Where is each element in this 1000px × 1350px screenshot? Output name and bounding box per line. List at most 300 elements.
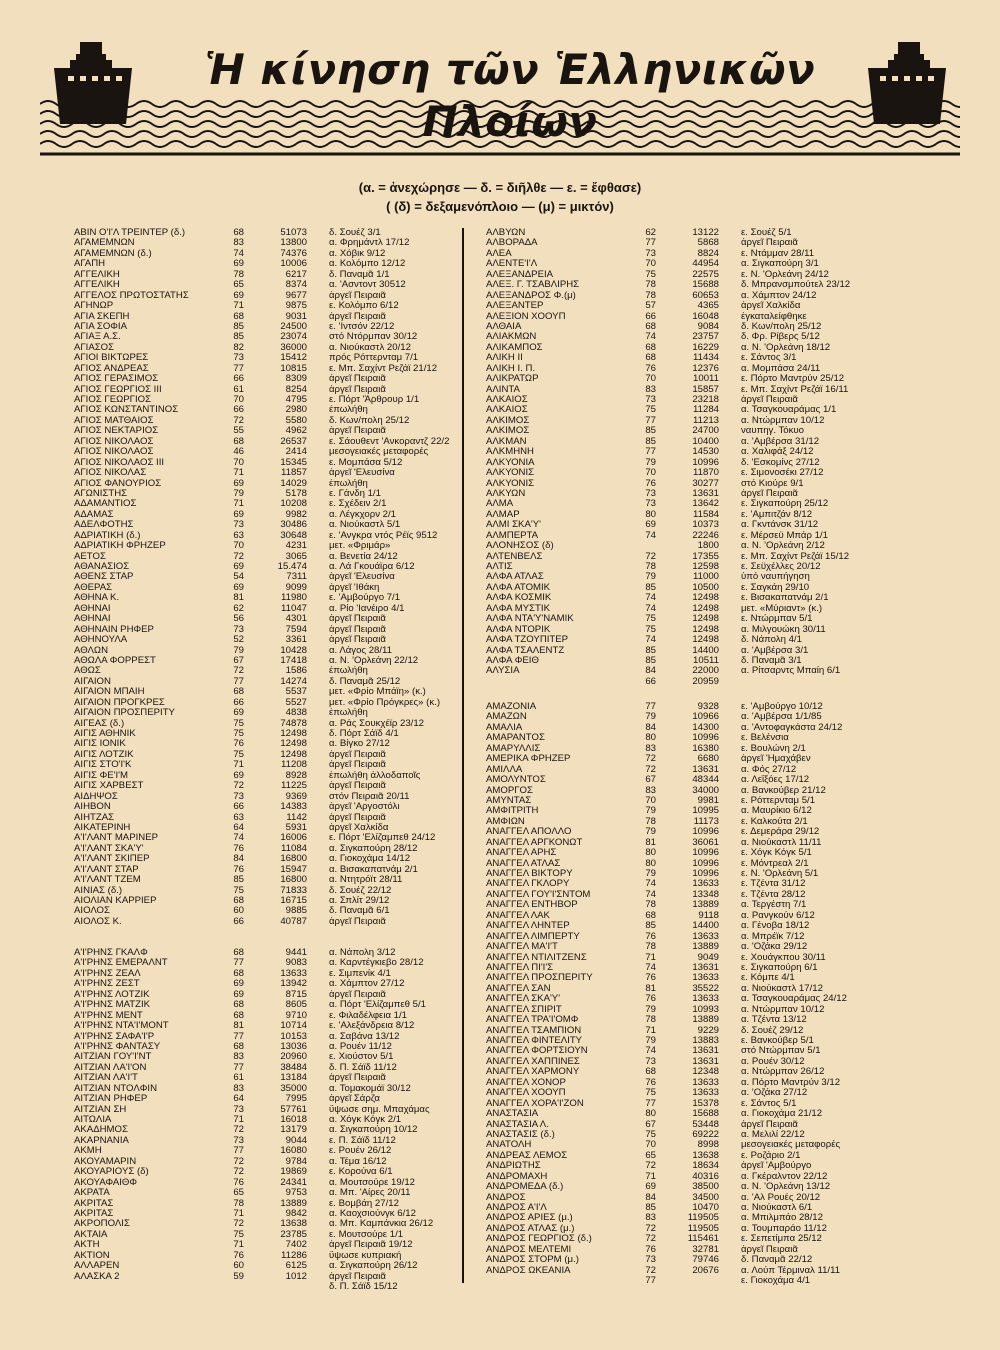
ship-status: ε. Μπ. Σαχίντ Ρεζάϊ 21/12 — [329, 363, 438, 374]
ship-status: α. Χαλιφάξ 24/12 — [741, 447, 814, 458]
ship-row — [486, 994, 926, 1004]
tonnage: 12498 — [692, 624, 719, 635]
ship-status: ἀργεῖ Χαλκίδα — [329, 822, 389, 833]
ship-row — [74, 1261, 514, 1271]
tonnage: 22246 — [692, 530, 719, 541]
build-year: 70 — [645, 795, 656, 806]
ship-status: ε. Ντώρμπαν 5/1 — [741, 614, 813, 625]
ship-status: ε. Πόρτο Μαντρύν 25/12 — [741, 374, 845, 385]
tonnage: 13800 — [280, 238, 307, 249]
ship-status: α. Καρντέγκιεβο 28/12 — [329, 958, 424, 969]
build-year: 78 — [645, 942, 656, 953]
ship-status: α. Βανκούβερ 21/12 — [741, 785, 826, 796]
ship-row — [486, 1046, 926, 1056]
ship-status: α. Μαυρίκιο 6/12 — [741, 806, 812, 817]
ship-status: δ. Φρ. Ρίβερς 5/12 — [741, 332, 820, 343]
tonnage: 9842 — [285, 1208, 307, 1219]
ship-status: α. Γένοβα 18/12 — [741, 921, 810, 932]
ship-name: Α'Ι'ΡΗΝΣ ΓΚΑΛΦ — [74, 948, 148, 958]
tonnage: 51073 — [280, 228, 307, 238]
tonnage: 23218 — [692, 395, 719, 405]
ship-name: ΑΝΔΡΟΜΑΧΗ — [486, 1171, 548, 1182]
ship-name: ΑΝΑΓΓΕΛ ΧΟΡΑ'Ι'ΖΟΝ — [486, 1098, 584, 1109]
ship-status: ἀργεῖ Πειραιᾶ — [329, 426, 386, 437]
ship-name: ΑΝΑΓΓΕΛ ΜΑ'Ι'Τ — [486, 942, 558, 953]
ship-status: δ. Κων/πολη 25/12 — [329, 415, 410, 426]
ship-status: ε. Κορούνα 6/1 — [329, 1167, 393, 1178]
ship-status: ἀργεῖ Πειραιᾶ — [329, 812, 386, 823]
ship-status: δ. Π. Σάϊδ 11/12 — [329, 1062, 397, 1073]
build-year: 75 — [645, 614, 656, 625]
ship-status: α. Γιοκοχάμα 21/12 — [741, 1109, 823, 1120]
ship-name: ΑΙΓΑΙΟΝ ΜΠΑΙΗ — [74, 687, 145, 698]
build-year: 73 — [645, 248, 656, 259]
ship-name: ΑΝΔΡΟΣ ΣΤΟΡΜ (μ.) — [486, 1255, 579, 1266]
build-year: 77 — [645, 238, 656, 249]
ship-name: Α'Ι'ΡΗΝΣ ΦΑΝΤΑΣΥ — [74, 1041, 161, 1052]
build-year: 74 — [645, 593, 656, 604]
ship-name: ΑΝΔΡΟΣ ΑΡΙΕΣ (μ.) — [486, 1213, 573, 1224]
ship-status: α. Πόρτο Μαντρύν 3/12 — [741, 1077, 841, 1088]
tonnage: 11284 — [693, 405, 719, 416]
build-year: 73 — [233, 520, 244, 531]
ship-row — [486, 562, 926, 572]
build-year: 83 — [233, 1083, 244, 1094]
ship-row — [74, 990, 514, 1000]
tonnage: 5527 — [285, 697, 307, 708]
tonnage: 9981 — [697, 795, 719, 806]
ship-row — [486, 911, 926, 921]
tonnage: 14300 — [692, 722, 719, 733]
ship-row — [486, 510, 926, 520]
tonnage: 38484 — [280, 1062, 307, 1073]
ship-status: ἀργεῖ Πειραιᾶ — [329, 614, 386, 625]
tonnage: 22000 — [692, 666, 719, 677]
ship-status: ἀργεῖ Πειραιᾶ — [329, 311, 386, 322]
tonnage: 12498 — [692, 593, 719, 604]
ship-row — [74, 729, 514, 739]
left-ship-icon — [54, 42, 132, 124]
ship-status: ἀργεῖ 'Αμβούργο — [741, 1161, 812, 1172]
build-year: 67 — [645, 1119, 656, 1130]
ship-status: δ. Παναμᾶ 22/12 — [741, 1255, 813, 1266]
tonnage: 12498 — [692, 614, 719, 625]
ship-name: ΑΛΥΣΙΑ — [486, 666, 520, 677]
build-year: 85 — [645, 426, 656, 437]
ship-row — [74, 646, 514, 656]
ship-status: α. Ν. 'Ορλεάνη 13/12 — [741, 1182, 831, 1193]
left-column-top — [74, 228, 514, 927]
build-year: 73 — [645, 499, 656, 510]
ship-status: μεσογειακές μεταφορές — [741, 1140, 841, 1151]
ship-name: ΑΓΙΟΣ ΓΕΩΡΓΙΟΣ III — [74, 384, 162, 395]
tonnage: 7402 — [285, 1240, 307, 1251]
ship-name: Α'Ι'ΛΑΝΤ ΤΖΕΜ — [74, 875, 141, 886]
tonnage: 13889 — [692, 900, 719, 911]
tonnage: 13633 — [692, 879, 719, 890]
ship-row — [486, 646, 926, 656]
ship-name: ΑΓΙΟΣ ΝΙΚΟΛΑΟΣ — [74, 436, 154, 447]
ship-status: α. 'Οζάκα 29/12 — [741, 942, 808, 953]
ship-name: ΑΙΟΛΟΣ — [74, 906, 110, 917]
ship-name: ΑΝΑΓΓΕΛ ΝΤΙΛΙΤΖΕΝΣ — [486, 952, 587, 963]
ship-status: ε. Σιμονοσέκι 27/12 — [741, 468, 824, 479]
ship-row — [74, 437, 514, 447]
tonnage: 4301 — [285, 614, 307, 625]
build-year: 71 — [233, 301, 244, 312]
ship-row — [486, 405, 926, 415]
ship-row — [486, 416, 926, 426]
ship-row — [486, 900, 926, 910]
legend-line-1: (α. = ἀνεχώρησε — δ. = διῆλθε — ε. = ἔφθασε) — [358, 180, 642, 195]
ship-name: ΑΝΔΡΟΣ ΜΕΛΤΕΜΙ — [486, 1244, 572, 1255]
ship-status: πρός Ρόττερνταμ 7/1 — [329, 353, 419, 364]
build-year: 69 — [645, 520, 656, 531]
ship-row — [74, 343, 514, 353]
tonnage: 23785 — [280, 1229, 307, 1240]
ship-row — [74, 510, 514, 520]
build-year: 73 — [233, 791, 244, 802]
ship-name: ΑΚΑΡΝΑΝΙΑ — [74, 1135, 129, 1146]
ship-name: ΑΛΦΑ ΑΤΛΑΣ — [486, 572, 544, 583]
ship-name: ΑΛΟΝΗΣΟΣ (δ) — [486, 541, 554, 552]
build-year: 68 — [645, 321, 656, 332]
tonnage: 8309 — [285, 374, 307, 385]
build-year: 74 — [233, 248, 244, 259]
tonnage: 9677 — [285, 290, 307, 301]
tonnage: 7594 — [285, 624, 307, 635]
build-year: 66 — [645, 311, 656, 322]
ship-status: ε. Πόρτ 'Άρθρουρ 1/1 — [329, 395, 420, 405]
tonnage: 119505 — [687, 1223, 719, 1234]
ship-status: ε. Σουέζ 5/1 — [741, 228, 792, 238]
ship-status: στό Κιούρε 9/1 — [741, 478, 804, 489]
ship-name: ΑΒΙΝ Ο'Ι'Λ ΤΡΕΙΝΤΕΡ (δ.) — [74, 228, 186, 238]
ship-name: ΑΔΡΙΑΤΙΚΗ (δ.) — [74, 530, 141, 541]
ship-name: ΑΙΟΛΙΑΝ ΚΑΡΡΙΕΡ — [74, 896, 157, 906]
ship-status: δ. Παναμᾶ 3/1 — [741, 655, 802, 666]
ship-status: ε. Π. Σάϊδ 11/12 — [329, 1135, 396, 1146]
ship-status: ε. Μέρσεϋ Μπάρ 1/1 — [741, 530, 828, 541]
ship-status: ἀργεῖ Πειραιᾶ — [329, 760, 386, 771]
ship-name: ΑΓΓΕΛΟΣ ΠΡΩΤΟΣΤΑΤΗΣ — [74, 290, 189, 301]
ship-status: ε. Ντάμμαν 28/11 — [741, 248, 815, 259]
ship-status: δ. Σουέζ 29/12 — [741, 1025, 804, 1036]
ship-name: ΑΝΑΓΓΕΛ ΑΡΓΚΟΝΩΤ — [486, 837, 583, 848]
ship-status: ἀργεῖ Πειραιᾶ — [329, 635, 386, 646]
ship-row — [74, 833, 514, 843]
tonnage: 13348 — [692, 889, 719, 900]
tonnage: 5537 — [285, 687, 307, 698]
ship-name: ΑΙΓΙΣ ΙΟΝΙΚ — [74, 739, 126, 750]
ship-row — [486, 656, 926, 666]
ship-status: ε. Χόγκ Κόγκ 5/1 — [741, 848, 812, 859]
tonnage: 14383 — [280, 802, 307, 813]
ship-name: ΑΓΙΑ ΣΚΕΠΗ — [74, 311, 130, 322]
tonnage: 9049 — [697, 952, 719, 963]
tonnage: 10011 — [693, 374, 719, 385]
tonnage: 9875 — [285, 301, 307, 312]
ship-name: ΑΓΙΟΙ ΒΙΚΤΩΡΕΣ — [74, 353, 149, 364]
ship-row — [486, 723, 926, 733]
ship-row — [74, 1251, 514, 1261]
ship-row — [74, 1094, 514, 1104]
build-year: 70 — [645, 259, 656, 270]
ship-status: α. Σιγκαπούρη 26/12 — [329, 1261, 418, 1272]
build-year: 60 — [233, 1261, 244, 1272]
ship-row — [486, 890, 926, 900]
ship-name: ΑΛΜΙ ΣΚΑ'Υ' — [486, 520, 541, 531]
tonnage: 13633 — [692, 994, 719, 1005]
build-year: 72 — [645, 754, 656, 765]
ship-status: ε. Σεπετίμπα 25/12 — [741, 1234, 822, 1245]
tonnage: 13638 — [692, 1150, 719, 1161]
ship-row — [74, 259, 514, 269]
ship-status: α. Σιγκαπούρη 10/12 — [329, 1125, 418, 1136]
tonnage: 4962 — [285, 426, 307, 437]
tonnage: 7995 — [285, 1094, 307, 1105]
tonnage: 13631 — [692, 488, 719, 499]
build-year: 72 — [233, 551, 244, 562]
ship-row — [486, 1276, 926, 1286]
build-year: 79 — [645, 712, 656, 723]
ship-name: ΑΛΦΑ ΦΕΙΘ — [486, 655, 539, 666]
ship-name: ΑΝΑΓΓΕΛ ΑΡΗΣ — [486, 848, 557, 859]
ship-row — [74, 906, 514, 916]
ship-row — [486, 1036, 926, 1046]
build-year: 74 — [645, 962, 656, 973]
build-year: 76 — [645, 931, 656, 942]
ship-status: α. Βίγκο 27/12 — [329, 739, 390, 750]
tonnage: 10996 — [692, 869, 719, 879]
ship-row — [486, 1140, 926, 1150]
ship-row — [74, 1199, 514, 1209]
ship-name: ΑΙΤΖΙΑΝ ΣΗ — [74, 1104, 127, 1115]
ship-status: ἀργεῖ 'Ιθάκη — [329, 582, 380, 593]
ship-row — [486, 932, 926, 942]
build-year: 73 — [645, 488, 656, 499]
ship-name: ΑΛΚΙΜΟΣ — [486, 415, 530, 426]
build-year: 78 — [645, 816, 656, 827]
tonnage: 16229 — [692, 342, 719, 353]
ship-name: ΑΜΑΡΥΛΛΙΣ — [486, 743, 541, 754]
tonnage: 69222 — [692, 1129, 719, 1140]
ship-status: ε. Τζέντα 28/12 — [741, 889, 806, 900]
ship-name: ΑΚΑΔΗΜΟΣ — [74, 1125, 128, 1136]
ship-status: ε. Μομπάσα 5/12 — [329, 457, 403, 468]
ship-status: α. Ρουέν 30/12 — [741, 1056, 805, 1067]
ship-row — [74, 374, 514, 384]
tonnage: 16715 — [280, 896, 307, 906]
build-year: 71 — [645, 952, 656, 963]
ship-name: ΑΙΤΖΙΑΝ ΛΑ'Ι'ΟΝ — [74, 1062, 147, 1073]
ship-status: ἀργεῖ Πειραιᾶ — [329, 781, 386, 792]
build-year: 78 — [645, 290, 656, 301]
ship-row — [486, 1266, 926, 1276]
ship-row — [486, 301, 926, 311]
build-year: 70 — [645, 1140, 656, 1151]
tonnage: 15.474 — [277, 562, 307, 572]
ship-status: δ. Παναμᾶ 6/1 — [329, 906, 390, 917]
build-year: 68 — [233, 968, 244, 979]
ship-name: ΑΝΔΡΟΣ ΑΤΛΑΣ (μ.) — [486, 1223, 575, 1234]
ship-name: ΑΛΚΜΑΝ — [486, 436, 527, 447]
tonnage: 11434 — [693, 353, 719, 364]
ship-row — [74, 572, 514, 582]
ship-status: α. Νιούκαστλ 6/1 — [741, 1203, 813, 1213]
ship-name: ΑΛΕΞΑΝΔΡΟΣ Φ.(μ) — [486, 290, 576, 301]
tonnage: 15688 — [692, 280, 719, 291]
ship-name: ΑΓΙΑΣΟΣ — [74, 342, 115, 353]
tonnage: 17418 — [280, 655, 307, 666]
ship-row — [486, 1193, 926, 1203]
build-year: 68 — [233, 436, 244, 447]
ship-name: ΑΜΕΡΙΚΑ ΦΡΗΖΕΡ — [486, 754, 571, 765]
tonnage: 60653 — [692, 290, 719, 301]
tonnage: 79746 — [692, 1255, 719, 1266]
tonnage: 9982 — [285, 509, 307, 520]
tonnage: 4838 — [285, 708, 307, 719]
tonnage: 1586 — [285, 666, 307, 677]
ship-status: ε. 'Ανγκρα ντός Ρέϊς 9512 — [329, 530, 438, 541]
ship-row — [74, 1188, 514, 1198]
ship-row — [74, 552, 514, 562]
ship-name: ΑΙΤΖΙΑΝ ΛΑ'Ι'Τ — [74, 1073, 138, 1084]
ship-row — [74, 499, 514, 509]
tonnage: 10996 — [692, 457, 719, 468]
build-year: 79 — [645, 869, 656, 879]
ship-name: Α'Ι'ΡΗΝΣ ΜΑΤΖΙΚ — [74, 1000, 151, 1011]
tonnage: 16080 — [280, 1146, 307, 1157]
ship-row — [74, 625, 514, 635]
ship-row — [74, 886, 514, 896]
ship-row — [74, 719, 514, 729]
ship-row — [74, 802, 514, 812]
ship-status: ε. Φιλαδέλφεια 1/1 — [329, 1010, 408, 1021]
ship-status: α. Τέμα 16/12 — [329, 1156, 387, 1167]
ship-name: ΑΛΕΞΑΝΔΡΕΙΑ — [486, 269, 554, 280]
ship-name: ΑΔΑΜΑΝΤΙΟΣ — [74, 499, 137, 510]
build-year: 68 — [233, 1010, 244, 1021]
build-year: 72 — [233, 781, 244, 792]
ship-status: α. Φρημάντλ 17/12 — [329, 238, 410, 249]
ship-row — [74, 270, 514, 280]
tonnage: 13122 — [692, 228, 719, 238]
ship-status: α. Μιλγουώκη 30/11 — [741, 624, 826, 635]
ship-name: ΑΛΑΣΚΑ 2 — [74, 1271, 120, 1282]
tonnage: 13184 — [280, 1073, 307, 1084]
tonnage: 40787 — [280, 916, 307, 927]
ship-row — [74, 395, 514, 405]
build-year: 74 — [645, 635, 656, 646]
ship-name: ΑΛΙΚΗ ΙΙ — [486, 353, 523, 364]
ship-row — [486, 827, 926, 837]
build-year: 66 — [233, 802, 244, 813]
ship-status: α. Σιγκαπούρη 3/1 — [741, 259, 819, 270]
build-year: 74 — [645, 603, 656, 614]
ship-status: ε. Σιμπενίκ 4/1 — [329, 968, 391, 979]
build-year: 71 — [233, 1115, 244, 1125]
build-year: 72 — [233, 415, 244, 426]
tonnage: 9031 — [285, 311, 307, 322]
ship-row — [486, 1161, 926, 1171]
tonnage: 12376 — [692, 363, 719, 374]
ship-row — [74, 677, 514, 687]
build-year: 63 — [233, 530, 244, 541]
build-year: 68 — [645, 1067, 656, 1078]
ship-status: α. Λέγκχορν 2/1 — [329, 509, 396, 520]
tonnage: 13036 — [280, 1041, 307, 1052]
ship-row — [74, 1240, 514, 1250]
ship-status: ε. Μόντρεαλ 2/1 — [741, 858, 809, 869]
build-year: 83 — [233, 238, 244, 249]
ship-name: ΑΓΑΜΕΜΝΩΝ — [74, 238, 135, 249]
ship-status: στόν Πειραιᾶ 20/11 — [329, 791, 410, 802]
ship-row — [74, 656, 514, 666]
ship-status: ἀργεῖ Πειραιᾶ — [329, 374, 386, 385]
ship-status: δ. Πόρτ Σάϊδ 4/1 — [329, 729, 399, 739]
ship-row — [74, 332, 514, 342]
tonnage: 15412 — [280, 353, 307, 364]
ship-row — [74, 1021, 514, 1031]
build-year: 78 — [233, 269, 244, 280]
tonnage: 15688 — [692, 1109, 719, 1120]
tonnage: 10996 — [692, 733, 719, 744]
build-year: 75 — [233, 885, 244, 896]
ship-status: α. Βισακαπατνάμ 2/1 — [329, 864, 418, 875]
ship-name: ΑΙΚΑΤΕΡΙΝΗ — [74, 822, 131, 833]
ship-status: ἐπωλήθη — [329, 708, 368, 719]
ship-row — [486, 1067, 926, 1077]
tonnage: 10428 — [280, 645, 307, 656]
tonnage: 5868 — [697, 238, 719, 249]
ship-name: ΑΓΙΟΣ ΝΙΚΟΛΑΟΣ — [74, 447, 154, 458]
tonnage: 9441 — [285, 948, 307, 958]
build-year: 69 — [233, 708, 244, 719]
ship-status: ε. Τζέντα 31/12 — [741, 879, 806, 890]
ship-row — [74, 1073, 514, 1083]
ship-name: ΑΜΥΝΤΑΣ — [486, 795, 532, 806]
ship-name: ΑΓΙΟΣ ΑΝΔΡΕΑΣ — [74, 363, 149, 374]
ship-name: ΑΙΓΑΙΟΝ ΠΡΟΓΚΡΕΣ — [74, 697, 165, 708]
ship-name: ΑΓΙΟΣ ΜΑΤΘΑΙΟΣ — [74, 415, 154, 426]
ship-status: ἀργεῖ Πειραιᾶ — [741, 1244, 798, 1255]
ship-row — [486, 1151, 926, 1161]
ship-name: ΑΛΙΝΤΑ — [486, 384, 520, 395]
ship-row — [74, 823, 514, 833]
build-year: 75 — [233, 729, 244, 739]
tonnage: 24700 — [692, 426, 719, 437]
ship-status: α. Τομακομάϊ 30/12 — [329, 1083, 411, 1094]
ship-name: ΑΝΑΓΓΕΛ ΑΠΟΛΛΟ — [486, 827, 572, 838]
ship-row — [486, 468, 926, 478]
tonnage: 13633 — [692, 1077, 719, 1088]
tonnage: 11286 — [281, 1250, 307, 1261]
tonnage: 13631 — [692, 764, 719, 775]
ship-row — [486, 921, 926, 931]
tonnage: 71833 — [280, 885, 307, 896]
build-year: 52 — [233, 635, 244, 646]
ship-status: α. Μπ. Καμπάνκια 26/12 — [329, 1219, 434, 1230]
ship-name: Α'Ι'ΡΗΝΣ ΖΕΑΛ — [74, 968, 141, 979]
ship-row — [74, 979, 514, 989]
ship-name: Α'Ι'ΡΗΝΣ ΝΤΑ'Ι'ΜΟΝΤ — [74, 1021, 169, 1032]
tonnage: 34000 — [692, 785, 719, 796]
ship-name: ΑΙΤΖΙΑΝ ΝΤΟΛΦΙΝ — [74, 1083, 158, 1094]
tonnage: 13633 — [692, 973, 719, 984]
ship-row — [486, 625, 926, 635]
ship-name: ΑΚΟΥΑΦΑΙΘΦ — [74, 1177, 138, 1188]
